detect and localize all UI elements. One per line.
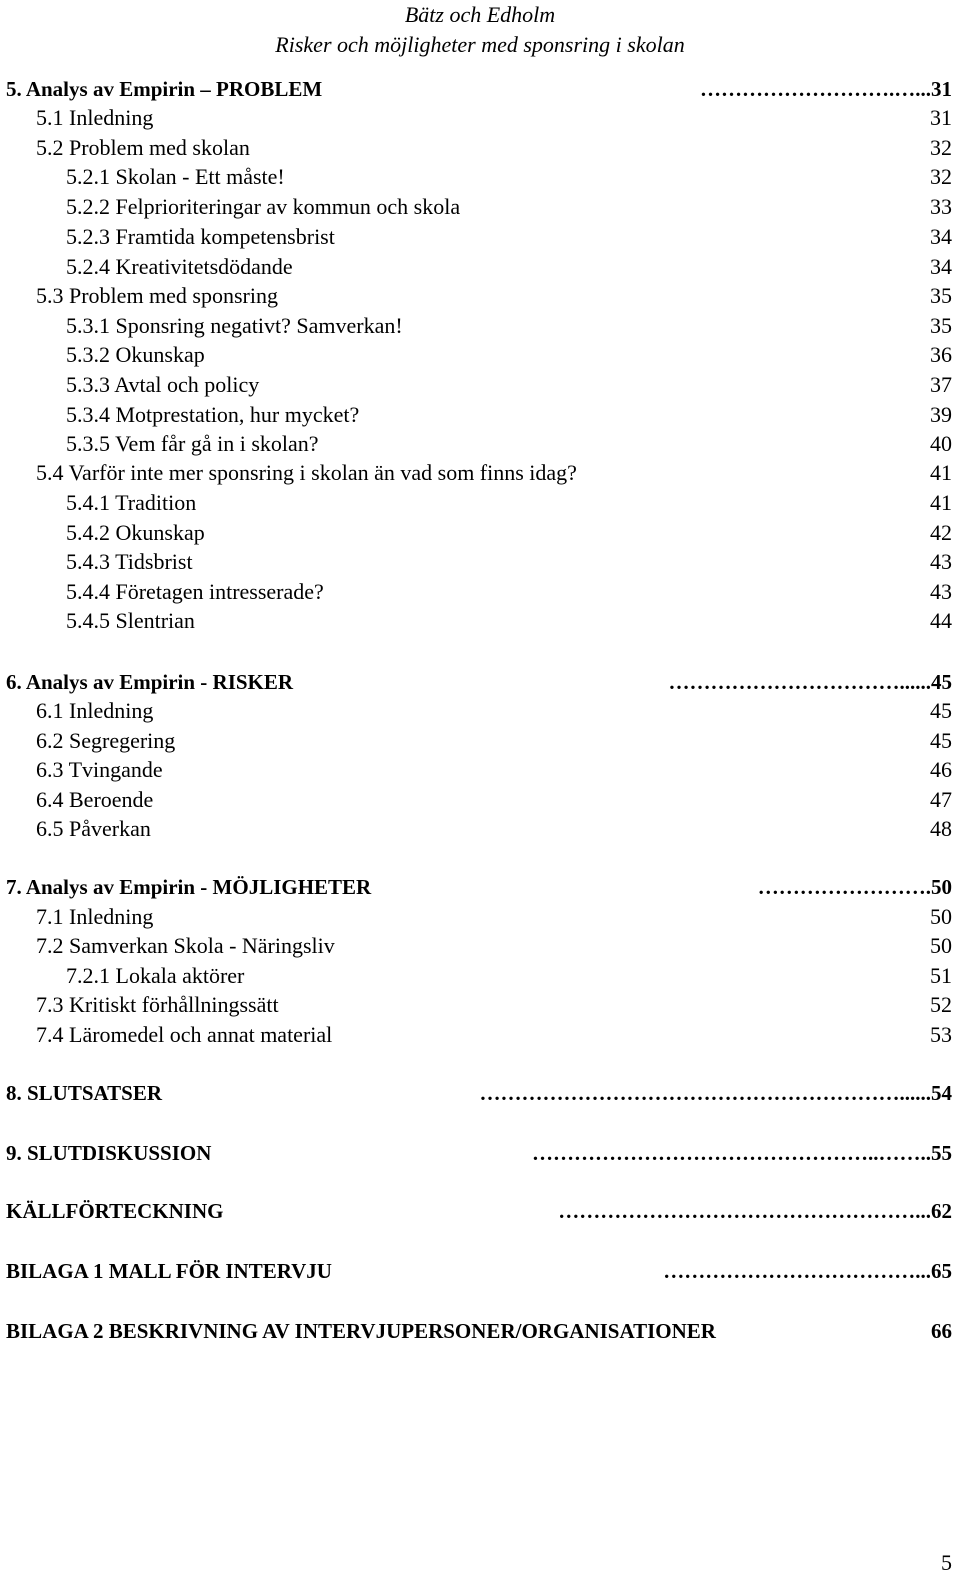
toc-entry-title: 8. SLUTSATSER <box>6 1081 163 1105</box>
toc-entry-page: 34 <box>930 224 952 249</box>
toc-entry-title: 7.4 Läromedel och annat material <box>36 1022 333 1047</box>
toc-entry-row[interactable] <box>0 902 960 932</box>
toc-entry-title: 9. SLUTDISKUSSION <box>6 1141 212 1165</box>
toc-entry-row[interactable] <box>0 1020 960 1050</box>
toc-entry-row[interactable] <box>0 961 960 991</box>
toc-entry-title: 5.2.4 Kreativitetsdödande <box>66 254 293 279</box>
running-header <box>0 0 960 60</box>
toc-heading-row[interactable] <box>0 1196 960 1226</box>
toc-entry-row[interactable] <box>0 547 960 577</box>
toc-entry-title: 5.4.2 Okunskap <box>66 520 205 545</box>
toc-entry-row[interactable] <box>0 103 960 133</box>
toc-entry-page: ……………………………......45 <box>668 670 952 694</box>
toc-entry-page: 34 <box>930 254 952 279</box>
toc-entry-page: 32 <box>930 135 952 160</box>
toc-entry-row[interactable] <box>0 518 960 548</box>
toc-entry-row[interactable] <box>0 370 960 400</box>
toc-entry-page: 43 <box>930 579 952 604</box>
toc-entry-title: 5.3.5 Vem får gå in i skolan? <box>66 431 319 456</box>
toc-entry-row[interactable] <box>0 252 960 282</box>
toc-entry-title: 5.3.2 Okunskap <box>66 342 205 367</box>
toc-heading-row[interactable] <box>0 1138 960 1168</box>
toc-entry-row[interactable] <box>0 696 960 726</box>
toc-entry-title: 7.1 Inledning <box>36 904 154 929</box>
toc-entry-page: 33 <box>930 194 952 219</box>
toc-entry-page: 42 <box>930 520 952 545</box>
toc-entry-row[interactable] <box>0 931 960 961</box>
toc-entry-row[interactable] <box>0 755 960 785</box>
toc-entry-title: 5. Analys av Empirin – PROBLEM <box>6 77 323 101</box>
toc-heading-row[interactable] <box>0 1256 960 1286</box>
toc-entry-title: 5.3 Problem med sponsring <box>36 283 278 308</box>
toc-heading-row[interactable] <box>0 667 960 697</box>
toc-entry-page: 35 <box>930 313 952 338</box>
toc-entry-page: 46 <box>930 757 952 782</box>
toc-entry-page: 36 <box>930 342 952 367</box>
toc-entry-title: 6.3 Tvingande <box>36 757 163 782</box>
toc-entry-page: ……………………………………………...62 <box>558 1199 952 1223</box>
toc-heading-row[interactable] <box>0 872 960 902</box>
toc-entry-row[interactable] <box>0 606 960 636</box>
toc-entry-page: 51 <box>930 963 952 988</box>
toc-entry-title: 6.2 Segregering <box>36 728 176 753</box>
toc-entry-page: 66 <box>931 1319 952 1343</box>
toc-entry-title: 5.4.4 Företagen intresserade? <box>66 579 324 604</box>
toc-entry-page: 41 <box>930 460 952 485</box>
toc-entry-title: 6.5 Påverkan <box>36 816 151 841</box>
toc-entry-title: 5.2.1 Skolan - Ett måste! <box>66 164 285 189</box>
header-title: Risker och möjligheter med sponsring i skolan <box>275 32 685 57</box>
toc-entry-title: 5.3.4 Motprestation, hur mycket? <box>66 402 360 427</box>
toc-entry-row[interactable] <box>0 726 960 756</box>
toc-entry-title: 6.1 Inledning <box>36 698 154 723</box>
toc-entry-title: 7. Analys av Empirin - MÖJLIGHETER <box>6 875 372 899</box>
toc-entry-row[interactable] <box>0 814 960 844</box>
toc-entry-page: 47 <box>930 787 952 812</box>
toc-entry-page: 43 <box>930 549 952 574</box>
toc-entry-page: …………………………………………..……..55 <box>532 1141 952 1165</box>
toc-entry-row[interactable] <box>0 990 960 1020</box>
toc-entry-row[interactable] <box>0 311 960 341</box>
toc-entry-title: 5.4 Varför inte mer sponsring i skolan än vad som finns idag? <box>36 460 577 485</box>
toc-entry-title: 7.2.1 Lokala aktörer <box>66 963 245 988</box>
toc-entry-page: 40 <box>930 431 952 456</box>
toc-entry-page: 32 <box>930 164 952 189</box>
toc-entry-row[interactable] <box>0 785 960 815</box>
toc-entry-row[interactable] <box>0 340 960 370</box>
toc-entry-row[interactable] <box>0 162 960 192</box>
toc-entry-page: 31 <box>930 105 952 130</box>
toc-entry-page: ………………………………...65 <box>663 1259 952 1283</box>
toc-heading-row[interactable] <box>0 1316 960 1346</box>
toc-entry-title: 5.4.5 Slentrian <box>66 608 195 633</box>
toc-entry-row[interactable] <box>0 222 960 252</box>
toc-entry-page: 50 <box>930 933 952 958</box>
toc-entry-page: …………………….50 <box>757 875 952 899</box>
toc-entry-row[interactable] <box>0 429 960 459</box>
toc-entry-page: ……………………….…...31 <box>700 77 952 101</box>
toc-entry-title: KÄLLFÖRTECKNING <box>6 1199 224 1223</box>
toc-entry-page: 48 <box>930 816 952 841</box>
toc-entry-page: 53 <box>930 1022 952 1047</box>
toc-entry-page: 41 <box>930 490 952 515</box>
toc-entry-page: 35 <box>930 283 952 308</box>
toc-entry-page: 52 <box>930 992 952 1017</box>
toc-entry-row[interactable] <box>0 488 960 518</box>
toc-entry-title: 6.4 Beroende <box>36 787 154 812</box>
toc-entry-title: 5.3.3 Avtal och policy <box>66 372 260 397</box>
toc-entry-title: 6. Analys av Empirin - RISKER <box>6 670 294 694</box>
toc-entry-title: 5.1 Inledning <box>36 105 154 130</box>
toc-entry-page: 45 <box>930 728 952 753</box>
toc-heading-row[interactable] <box>0 1078 960 1108</box>
header-authors: Bätz och Edholm <box>404 2 556 27</box>
toc-entry-row[interactable] <box>0 281 960 311</box>
toc-heading-row[interactable] <box>0 74 960 104</box>
toc-entry-page: 44 <box>930 608 952 633</box>
toc-entry-row[interactable] <box>0 458 960 488</box>
toc-entry-title: 5.4.3 Tidsbrist <box>66 549 193 574</box>
toc-entry-row[interactable] <box>0 133 960 163</box>
toc-entry-row[interactable] <box>0 192 960 222</box>
toc-entry-page: 50 <box>930 904 952 929</box>
page-number: 5 <box>941 1550 952 1575</box>
toc-entry-page: 37 <box>930 372 952 397</box>
toc-entry-row[interactable] <box>0 400 960 430</box>
toc-entry-page: 45 <box>930 698 952 723</box>
toc-entry-title: 5.4.1 Tradition <box>66 490 197 515</box>
toc-entry-title: 7.2 Samverkan Skola - Näringsliv <box>36 933 335 958</box>
toc-entry-page: ……………………………………………………......54 <box>479 1081 952 1105</box>
toc-entry-title: 7.3 Kritiskt förhållningssätt <box>36 992 279 1017</box>
toc-entry-page: 39 <box>930 402 952 427</box>
toc-entry-row[interactable] <box>0 577 960 607</box>
toc-entry-title: 5.2 Problem med skolan <box>36 135 250 160</box>
toc-entry-title: 5.2.2 Felprioriteringar av kommun och skola <box>66 194 461 219</box>
toc-entry-title: 5.2.3 Framtida kompetensbrist <box>66 224 335 249</box>
toc-entry-title: BILAGA 2 BESKRIVNING AV INTERVJUPERSONER/ORGANISATIONER <box>6 1319 716 1343</box>
toc-entry-title: BILAGA 1 MALL FÖR INTERVJU <box>6 1259 332 1283</box>
toc-entry-title: 5.3.1 Sponsring negativt? Samverkan! <box>66 313 403 338</box>
